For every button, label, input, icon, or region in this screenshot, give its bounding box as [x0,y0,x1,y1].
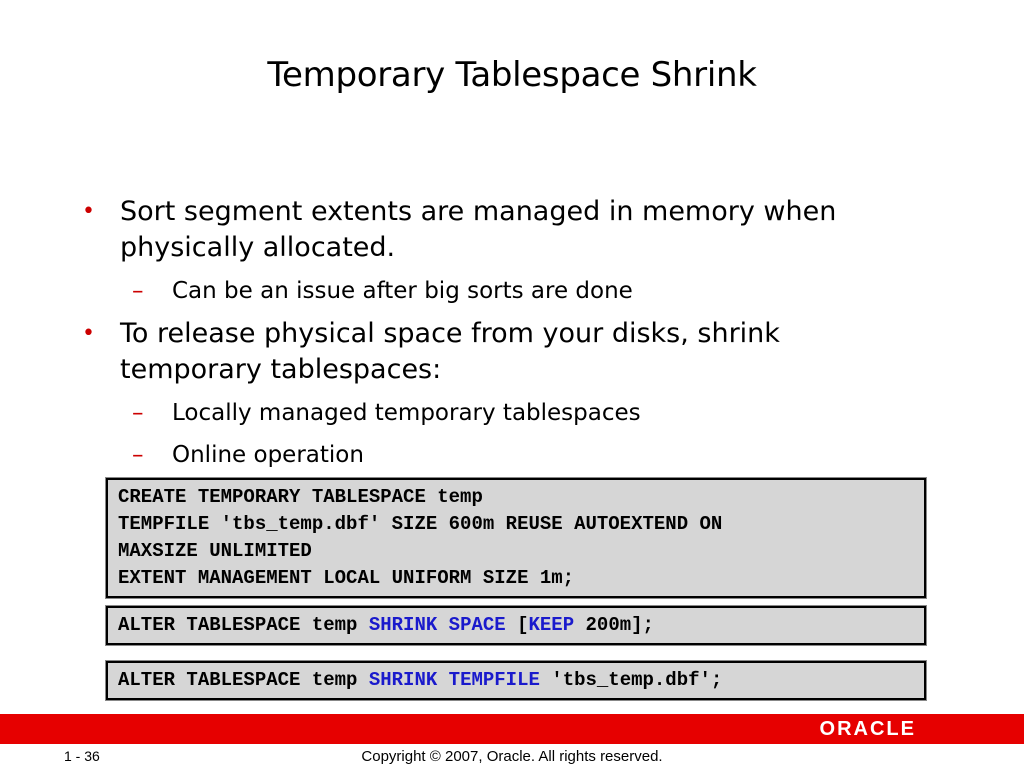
code-line: MAXSIZE UNLIMITED [118,540,312,562]
code-keyword: SHRINK [368,614,438,636]
code-text [437,614,448,636]
oracle-logo: ORACLE [819,718,916,740]
sub-bullet-marker: – [132,278,144,304]
code-text: ALTER TABLESPACE temp [118,669,369,691]
sub-bullet-marker: – [132,442,144,468]
code-shrink-space [106,606,926,645]
code-line: TEMPFILE 'tbs_temp.dbf' SIZE 600m REUSE AUTOEXTEND ON [118,513,723,535]
bullet-marker: • [82,321,95,346]
code-create-temp [106,478,926,598]
bullet-2 [82,316,920,388]
bullet-2-line-2: temporary tablespaces: [120,354,442,385]
code-text: 200m]; [574,614,654,636]
code-text: ALTER TABLESPACE temp [118,614,369,636]
copyright: Copyright © 2007, Oracle. All rights reserved. [361,748,663,765]
bullet-1-line-2: physically allocated. [120,232,396,263]
bullet-1-line-1: Sort segment extents are managed in memory when [120,196,837,227]
sub-bullet-marker: – [132,400,144,426]
sub-bullet-text: Can be an issue after big sorts are done [172,278,633,304]
page-number: 1 - 36 [64,748,100,764]
sub-bullet-text: Locally managed temporary tablespaces [172,400,641,426]
code-keyword: SPACE [448,614,506,636]
sub-bullet-text: Online operation [172,442,364,468]
code-keyword: SHRINK [368,669,438,691]
slide-title: Temporary Tablespace Shrink [267,55,757,95]
code-text [437,669,448,691]
sub-bullet-1-1 [132,276,932,306]
code-shrink-tempfile [106,661,926,700]
code-line: EXTENT MANAGEMENT LOCAL UNIFORM SIZE 1m; [118,567,575,589]
code-line: CREATE TEMPORARY TABLESPACE temp [118,486,483,508]
code-text: [ [505,614,529,636]
code-text: 'tbs_temp.dbf'; [539,669,723,691]
bullet-2-line-1: To release physical space from your disks, shrink [120,318,780,349]
code-keyword: TEMPFILE [448,669,540,691]
sub-bullet-2-1 [132,398,932,428]
code-keyword: KEEP [528,614,575,636]
bullet-marker: • [82,199,95,224]
sub-bullet-2-2 [132,440,932,470]
bullet-1 [82,194,920,266]
